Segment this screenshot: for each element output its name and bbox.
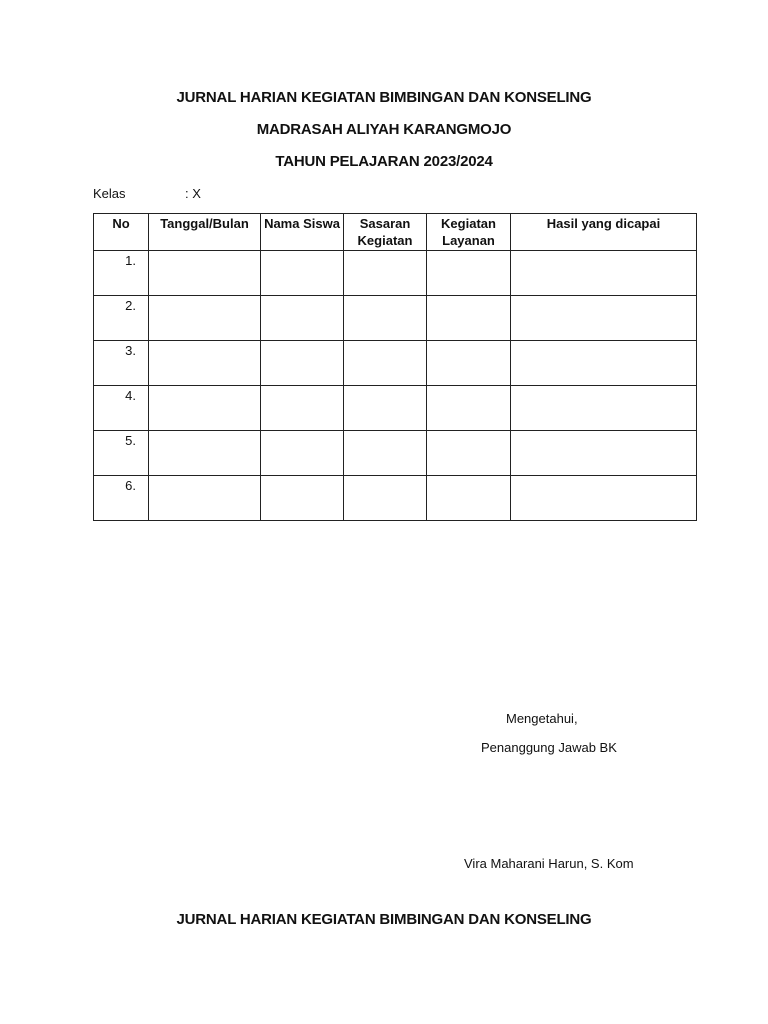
table-row: [94, 386, 697, 431]
cell-tanggal: [149, 251, 261, 296]
academic-year: TAHUN PELAJARAN 2023/2024: [275, 153, 493, 170]
cell-no: 6.: [94, 476, 149, 521]
cell-hasil: [511, 431, 697, 476]
column-header-tanggal: Tanggal/Bulan: [149, 214, 261, 251]
cell-nama: [261, 251, 344, 296]
kelas-field: [93, 186, 201, 201]
cell-kegiatan: [427, 431, 511, 476]
column-header-nama: Nama Siswa: [261, 214, 344, 251]
document-title: JURNAL HARIAN KEGIATAN BIMBINGAN DAN KONSELING: [176, 89, 592, 106]
cell-kegiatan: [427, 476, 511, 521]
cell-no: 1.: [94, 251, 149, 296]
cell-kegiatan: [427, 341, 511, 386]
cell-tanggal: [149, 476, 261, 521]
cell-nama: [261, 431, 344, 476]
cell-kegiatan: [427, 251, 511, 296]
kelas-value: : X: [185, 186, 201, 201]
cell-no: 4.: [94, 386, 149, 431]
table-header-row: [94, 214, 697, 251]
cell-no: 5.: [94, 431, 149, 476]
cell-sasaran: [344, 431, 427, 476]
table-row: [94, 431, 697, 476]
cell-tanggal: [149, 386, 261, 431]
signature-name: Vira Maharani Harun, S. Kom: [464, 856, 634, 871]
cell-sasaran: [344, 296, 427, 341]
kelas-label: Kelas: [93, 186, 126, 201]
signature-role: Penanggung Jawab BK: [481, 740, 617, 755]
cell-hasil: [511, 251, 697, 296]
cell-sasaran: [344, 341, 427, 386]
journal-table: [93, 213, 697, 521]
cell-tanggal: [149, 341, 261, 386]
column-header-hasil: Hasil yang dicapai: [511, 214, 697, 251]
cell-sasaran: [344, 476, 427, 521]
cell-nama: [261, 386, 344, 431]
cell-no: 3.: [94, 341, 149, 386]
cell-nama: [261, 341, 344, 386]
school-name: MADRASAH ALIYAH KARANGMOJO: [256, 121, 512, 138]
cell-nama: [261, 476, 344, 521]
table-row: [94, 341, 697, 386]
cell-tanggal: [149, 296, 261, 341]
cell-sasaran: [344, 386, 427, 431]
cell-hasil: [511, 296, 697, 341]
column-header-sasaran: Sasaran Kegiatan: [344, 214, 427, 251]
column-header-no: No: [94, 214, 149, 251]
cell-hasil: [511, 341, 697, 386]
cell-sasaran: [344, 251, 427, 296]
cell-hasil: [511, 386, 697, 431]
table-row: [94, 251, 697, 296]
cell-no: 2.: [94, 296, 149, 341]
table-row: [94, 476, 697, 521]
cell-kegiatan: [427, 296, 511, 341]
signature-acknowledged: Mengetahui,: [506, 711, 578, 726]
next-page-title: JURNAL HARIAN KEGIATAN BIMBINGAN DAN KONSELING: [176, 911, 592, 928]
cell-hasil: [511, 476, 697, 521]
cell-kegiatan: [427, 386, 511, 431]
table-row: [94, 296, 697, 341]
column-header-kegiatan: Kegiatan Layanan: [427, 214, 511, 251]
cell-nama: [261, 296, 344, 341]
cell-tanggal: [149, 431, 261, 476]
